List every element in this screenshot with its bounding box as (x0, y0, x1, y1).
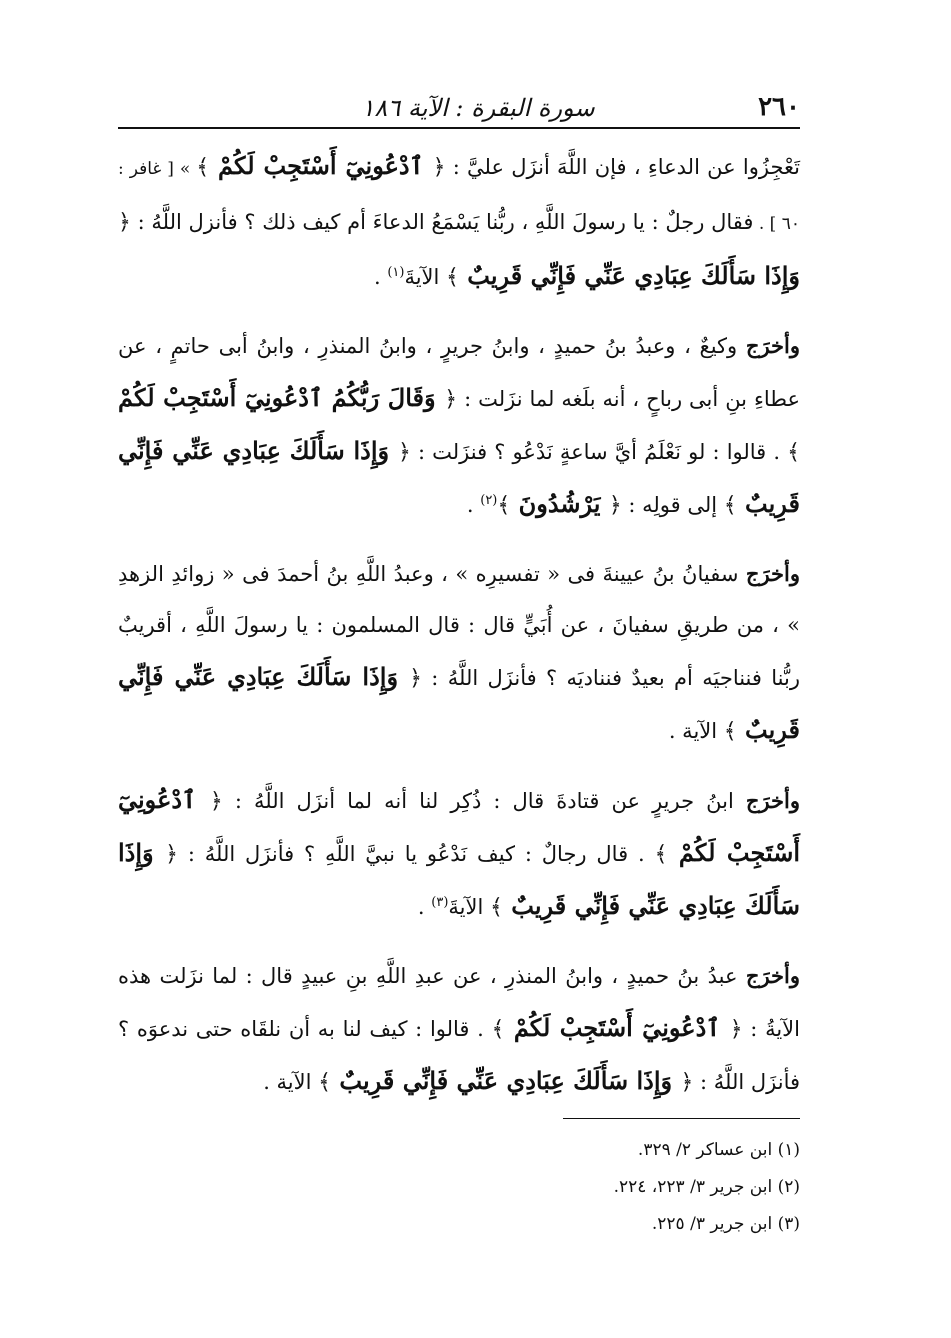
sura-reference-close: ] . (753, 214, 782, 234)
quran-verse: ٱدْعُونِيٓ أَسْتَجِبْ لَكُمْ (209, 151, 433, 180)
verse-close-bracket: ﴾ (318, 1070, 332, 1095)
verse-close-bracket: ﴾ (723, 719, 737, 744)
verse-close-bracket: ﴾ (723, 493, 737, 518)
quran-verse: وَإِذَا سَأَلَكَ عِبَادِي عَنِّي فَإِنِّي قَرِيبٌ (118, 662, 800, 744)
paragraph-text: فقال رجلٌ : يا رسولَ اللَّهِ ، ربُّنا يَسْمَعُ الدعاءَ أم كيف ذلك ؟ فأنزل اللَّهُ : (130, 210, 754, 234)
paragraph-end: الآية . (668, 719, 724, 743)
verse-open-bracket: ﴿ (209, 789, 223, 814)
quran-verse: وَإِذَا سَأَلَكَ عِبَادِي عَنِّي فَإِنِّي قَرِيبٌ (331, 1066, 681, 1095)
paragraph-end: . (417, 895, 432, 919)
paragraph-end: الآية . (263, 1070, 319, 1094)
footnote-rule (563, 1118, 800, 1119)
quran-verse: ٱدْعُونِيٓ أَسْتَجِبْ لَكُمْ (504, 1013, 730, 1042)
verse-open-bracket: ﴿ (118, 210, 131, 235)
paragraph-end: . (373, 265, 388, 289)
quran-verse: يَرْشُدُونَ (510, 489, 609, 518)
paragraph-lead-word: وأخرَج (745, 963, 800, 988)
verse-open-bracket: ﴿ (432, 155, 446, 180)
footnote-marker[interactable]: (١) (387, 265, 405, 280)
footnotes (118, 1132, 800, 1243)
verse-close-bracket: ﴾ (654, 842, 668, 867)
quran-verse: وَإِذَا سَأَلَكَ عِبَادِي عَنِّي فَإِنِّي قَرِيبٌ (458, 261, 800, 290)
paragraph-text: عبدُ بنُ حميدٍ ، وابنُ المنذرِ ، عن عبدِ اللَّهِ بنِ عبيدٍ قال : لما نزَلت هذه الآيةُ : (118, 964, 800, 1041)
sura-reference-open: » [ غافر : (118, 159, 197, 179)
paragraph-text: الآيةَ (448, 895, 491, 919)
paragraph-text: . قالوا : كيف لنا به أن نلقَاه حتى ندعوَه ؟ فأنزَل اللَّهُ : (118, 1017, 800, 1094)
verse-close-bracket: ﴾ (446, 265, 459, 290)
paragraph-text: ابنُ جريرٍ عن قتادةَ قال : ذُكِر لنا أنه لما أنزَل اللَّهُ : (222, 789, 746, 813)
footnote-1: (١) ابن عساكر ٢/ ٣٢٩. (637, 1140, 800, 1160)
verse-open-bracket: ﴿ (397, 440, 411, 465)
verse-open-bracket: ﴿ (608, 493, 622, 518)
paragraph-text: . قالوا : لو نَعْلَمُ أيَّ ساعةٍ نَدْعُو ؟ فنزَلت : (410, 440, 788, 464)
paragraph-text: إلى قولِه : (621, 493, 724, 517)
footnote-marker[interactable]: (٣) (431, 895, 449, 910)
quran-verse: ٱدْعُونِيٓ أَسْتَجِبْ لَكُمْ (118, 785, 801, 867)
verse-close-bracket: ﴾ (497, 493, 511, 518)
header-rule (118, 127, 800, 129)
sura-reference-number: ٦٠ (781, 214, 800, 234)
quran-verse: وَإِذَا سَأَلَكَ عِبَادِي عَنِّي فَإِنِّي قَرِيبٌ (118, 436, 800, 518)
page-header (118, 82, 800, 122)
paragraph-text: تَعْجِزُوا عن الدعاءِ ، فإن اللَّهَ أنزَل عليَّ : (445, 155, 801, 179)
page-body (118, 140, 800, 1108)
verse-open-bracket: ﴿ (165, 842, 179, 867)
verse-open-bracket: ﴿ (729, 1017, 743, 1042)
verse-close-bracket: ﴾ (787, 440, 801, 465)
paragraph-text: . قال رجالٌ : كيف نَدْعُو يا نبيَّ اللَّهِ ؟ فأنزَل اللَّهُ : (178, 842, 655, 866)
paragraph-text: الآيةَ (404, 265, 447, 289)
footnote-marker[interactable]: (٢) (480, 493, 498, 508)
footnote-3: (٣) ابن جرير ٣/ ٢٢٥. (651, 1214, 800, 1234)
page-number: ٢٦٠ (758, 92, 800, 122)
paragraph-1 (118, 140, 800, 303)
verse-open-bracket: ﴿ (409, 666, 422, 691)
paragraph-4 (118, 774, 800, 933)
paragraph-5 (118, 950, 800, 1108)
footnote-2: (٢) ابن جرير ٣/ ٢٢٣، ٢٢٤. (613, 1177, 800, 1197)
verse-close-bracket: ﴾ (490, 895, 503, 920)
verse-close-bracket: ﴾ (491, 1017, 505, 1042)
verse-close-bracket: ﴾ (196, 155, 210, 180)
paragraph-text: سفيانُ بنُ عيينةَ فى « تفسيرِه » ، وعبدُ اللَّهِ بنُ أحمدَ فى « زوائدِ الزهدِ » ، من طريقِ سفيانَ ، عن أُبَيٍّ قال : قال المسلمون : يا رسولَ اللَّهِ ، أقريبٌ ربُّنا فنناجيَه أم بعيدٌ فنناديَه ؟ فأنزَل اللَّهُ : (118, 562, 800, 690)
paragraph-lead-word: وأخرَج (745, 561, 800, 586)
quran-verse: وَإِذَا سَأَلَكَ عِبَادِي عَنِّي فَإِنِّي قَرِيبٌ (118, 838, 800, 920)
paragraph-3 (118, 548, 800, 757)
paragraph-lead-word: وأخرَج (745, 333, 800, 358)
verse-open-bracket: ﴿ (680, 1070, 694, 1095)
paragraph-2 (118, 320, 800, 531)
paragraph-text: وكيعٌ ، وعبدُ بنُ حميدٍ ، وابنُ جريرٍ ، وابنُ المنذرِ ، وابنُ أبى حاتمٍ ، عن عطاءِ بنِ أبى رباحٍ ، أنه بلَغه لما نزَلت : (118, 334, 801, 411)
verse-open-bracket: ﴿ (444, 387, 458, 412)
paragraph-lead-word: وأخرَج (745, 788, 800, 813)
quran-verse: وَقَالَ رَبُّكُمُ ٱدْعُونِيٓ أَسْتَجِبْ لَكُمْ (118, 383, 445, 412)
paragraph-end: . (466, 493, 481, 517)
running-title: سورة البقرة : الآية ١٨٦ (361, 94, 595, 122)
